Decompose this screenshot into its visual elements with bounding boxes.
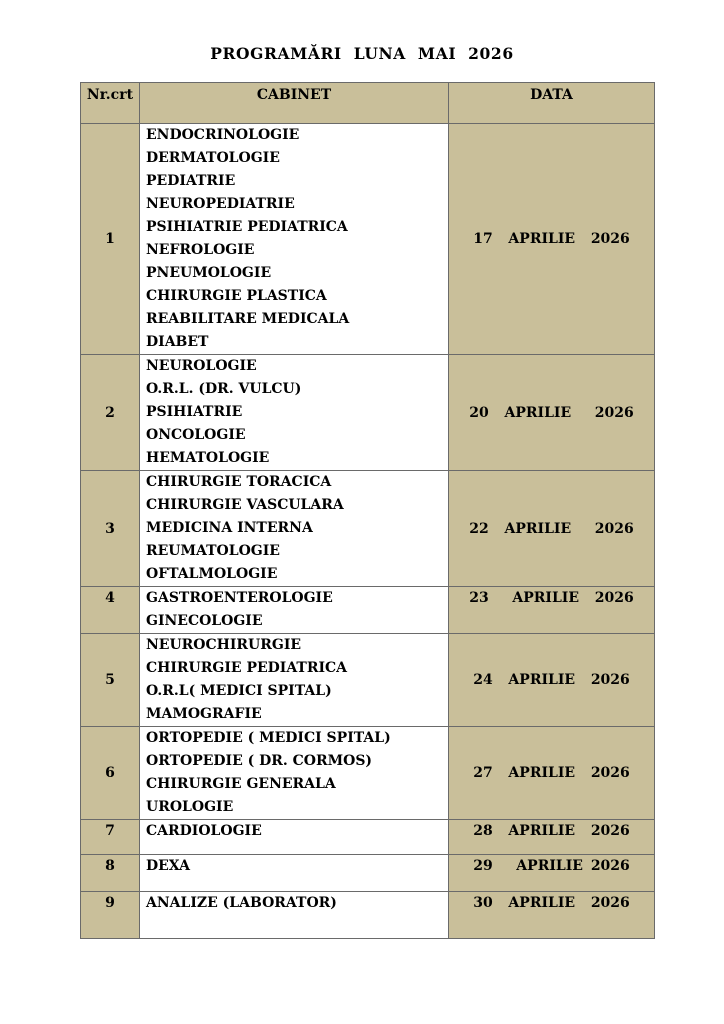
cabinet-name: DEXA [146, 858, 191, 874]
cabinet-name: ANALIZE (LABORATOR) [146, 895, 337, 911]
cabinet-name: CHIRURGIE GENERALA [146, 776, 336, 792]
cabinet-name: PSIHIATRIE [146, 404, 243, 420]
row-date: 27 APRILIE 2026 [449, 727, 655, 820]
row-cabinets [140, 355, 449, 471]
cabinet-name: DERMATOLOGIE [146, 150, 280, 166]
cabinet-name: UROLOGIE [146, 799, 234, 815]
row-cabinets [140, 471, 449, 587]
cabinet-name: GINECOLOGIE [146, 613, 263, 629]
row-cabinets [140, 587, 449, 634]
header-nr: Nr.crt [81, 83, 140, 124]
row-number: 3 [81, 471, 140, 587]
cabinet-name: O.R.L. (DR. VULCU) [146, 381, 302, 397]
cabinet-name: ONCOLOGIE [146, 427, 246, 443]
row-number: 7 [81, 820, 140, 855]
table-row [81, 892, 655, 939]
header-row [81, 83, 655, 124]
row-number: 4 [81, 587, 140, 634]
cabinet-name: ORTOPEDIE ( MEDICI SPITAL) [146, 730, 391, 746]
cabinet-name: MAMOGRAFIE [146, 706, 262, 722]
schedule-table [80, 82, 655, 939]
cabinet-name: CHIRURGIE PEDIATRICA [146, 660, 348, 676]
table-row [81, 471, 655, 587]
row-cabinets [140, 124, 449, 355]
cabinet-name: PSIHIATRIE PEDIATRICA [146, 219, 348, 235]
row-number: 1 [81, 124, 140, 355]
row-cabinets [140, 820, 449, 855]
cabinet-name: MEDICINA INTERNA [146, 520, 313, 536]
table-row [81, 634, 655, 727]
cabinet-name: PEDIATRIE [146, 173, 236, 189]
row-date: 22 APRILIE 2026 [449, 471, 655, 587]
row-cabinets [140, 855, 449, 892]
cabinet-name: REABILITARE MEDICALA [146, 311, 350, 327]
row-date: 24 APRILIE 2026 [449, 634, 655, 727]
row-number: 8 [81, 855, 140, 892]
row-number: 2 [81, 355, 140, 471]
table-row [81, 855, 655, 892]
cabinet-name: HEMATOLOGIE [146, 450, 270, 466]
row-date: 28 APRILIE 2026 [449, 820, 655, 855]
row-cabinets [140, 892, 449, 939]
table-row [81, 124, 655, 355]
header-data: DATA [449, 83, 655, 124]
row-cabinets [140, 727, 449, 820]
cabinet-name: OFTALMOLOGIE [146, 566, 278, 582]
cabinet-name: DIABET [146, 334, 209, 350]
row-date: 17 APRILIE 2026 [449, 124, 655, 355]
table-row [81, 587, 655, 634]
row-number: 5 [81, 634, 140, 727]
cabinet-name: NEUROPEDIATRIE [146, 196, 295, 212]
cabinet-name: NEUROLOGIE [146, 358, 257, 374]
cabinet-name: CHIRURGIE PLASTICA [146, 288, 327, 304]
cabinet-name: PNEUMOLOGIE [146, 265, 272, 281]
header-cabinet: CABINET [140, 83, 449, 124]
row-number: 6 [81, 727, 140, 820]
row-date: 23 APRILIE 2026 [449, 587, 655, 634]
cabinet-name: CHIRURGIE TORACICA [146, 474, 332, 490]
cabinet-name: ORTOPEDIE ( DR. CORMOS) [146, 753, 373, 769]
row-date: 20 APRILIE 2026 [449, 355, 655, 471]
table-row [81, 727, 655, 820]
cabinet-name: REUMATOLOGIE [146, 543, 280, 559]
row-number: 9 [81, 892, 140, 939]
table-row [81, 820, 655, 855]
page-title: PROGRAMĂRI LUNA MAI 2026 [210, 44, 514, 63]
row-date: 29 APRILIE 2026 [449, 855, 655, 892]
cabinet-name: CARDIOLOGIE [146, 823, 262, 839]
cabinet-name: NEFROLOGIE [146, 242, 255, 258]
cabinet-name: GASTROENTEROLOGIE [146, 590, 333, 606]
row-date: 30 APRILIE 2026 [449, 892, 655, 939]
row-cabinets [140, 634, 449, 727]
cabinet-name: O.R.L( MEDICI SPITAL) [146, 683, 332, 699]
cabinet-name: CHIRURGIE VASCULARA [146, 497, 344, 513]
cabinet-name: NEUROCHIRURGIE [146, 637, 302, 653]
cabinet-name: ENDOCRINOLOGIE [146, 127, 300, 143]
table-row [81, 355, 655, 471]
